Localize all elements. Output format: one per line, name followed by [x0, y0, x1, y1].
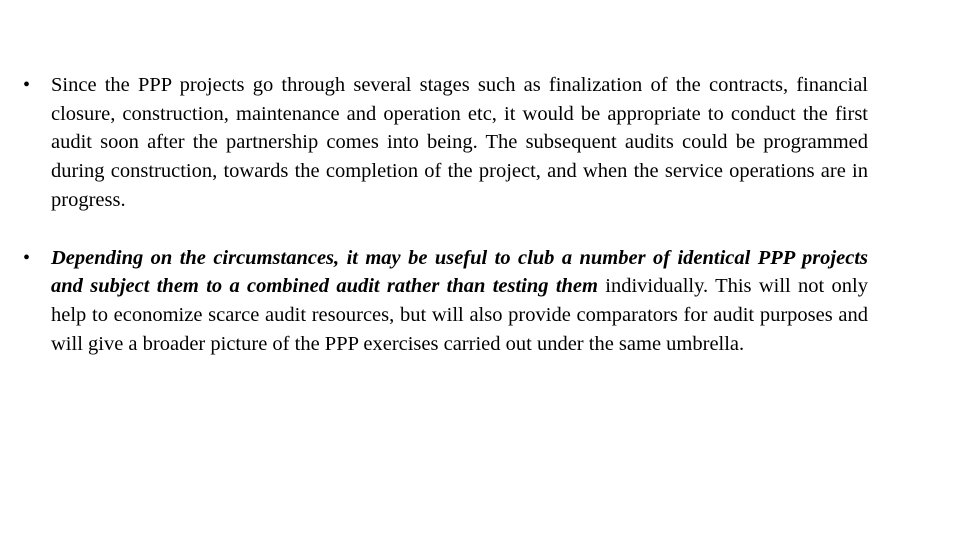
bullet-item-combined-audit — [21, 244, 868, 359]
bullet-text: individually. This will not only help to economize scarce audit resources, but will also provide comparators for audit purposes and will give a broader picture of the PPP exercises carried out under the same umbrella. — [51, 275, 869, 355]
bullet-marker: • — [23, 246, 31, 269]
bullet-text: Since the PPP projects go through several stages such as finalization of the contracts, financial closure, construction, maintenance and operation etc, it would be appropriate to conduct the first audit soon after the partnership comes into being. The subsequent audits could be programmed during construction, towards the completion of the project, and when the service operations are in progress. — [51, 74, 868, 211]
bullet-list — [21, 71, 868, 358]
bullet-marker: • — [23, 74, 31, 96]
bullet-item-ppp-stages — [21, 71, 868, 215]
bullet-emphasis-text: Depending on the circumstances, it may be useful to club a number of identical PPP projects and subject them to a combined audit rather than testing them — [51, 246, 868, 298]
